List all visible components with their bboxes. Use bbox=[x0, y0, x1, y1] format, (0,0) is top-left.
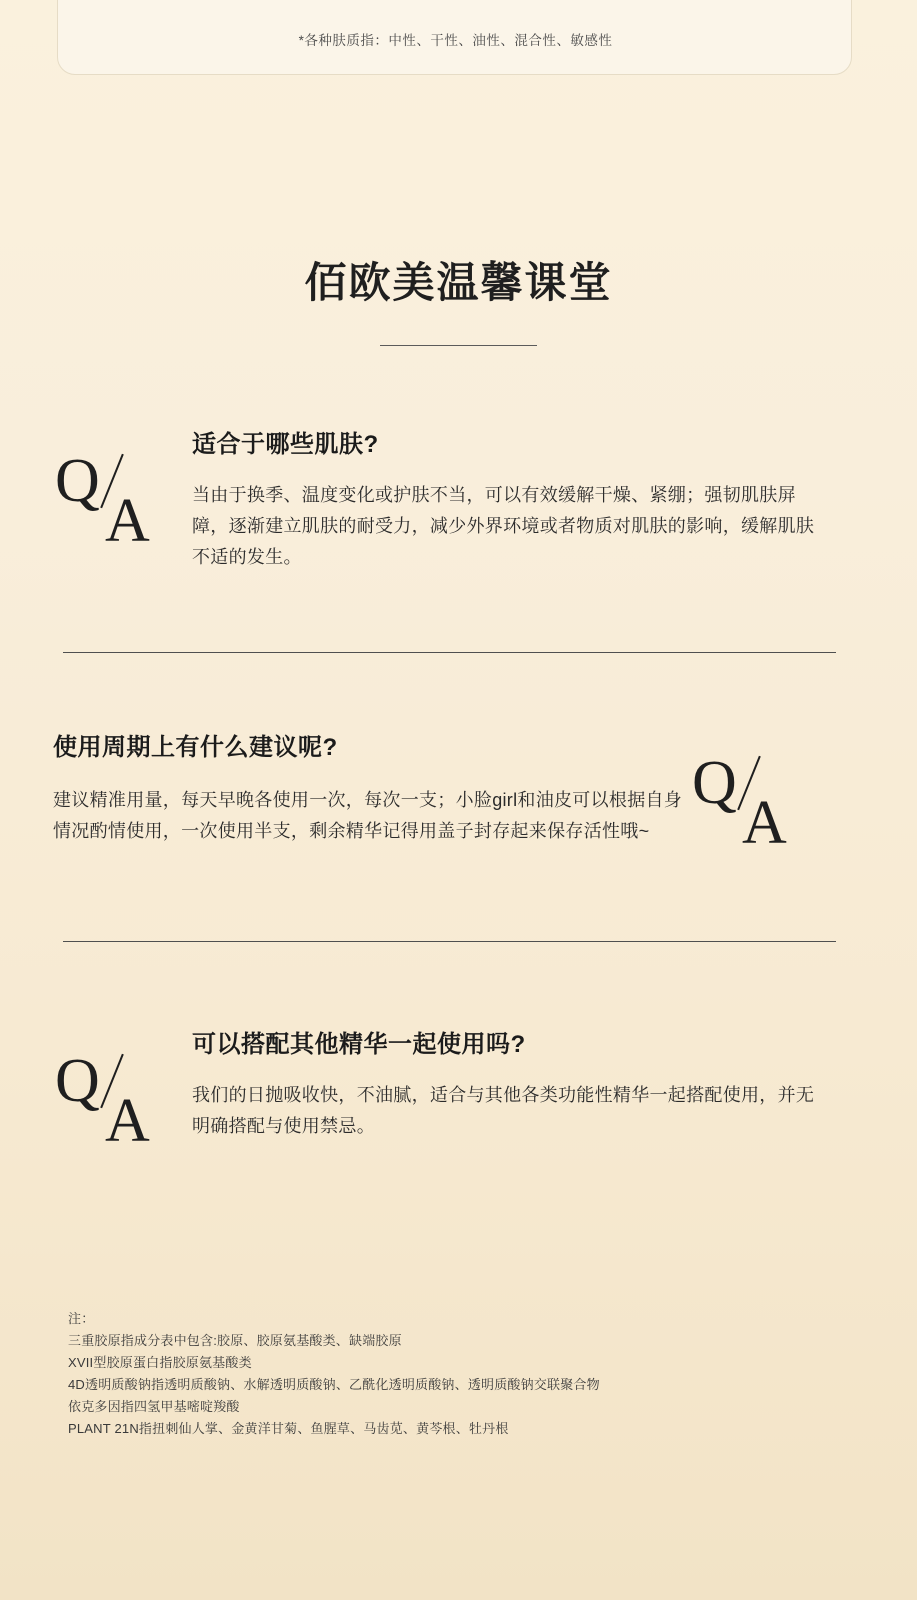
skin-type-note: *各种肤质指：中性、干性、油性、混合性、敏感性 bbox=[298, 33, 613, 48]
qa-question-3: 可以搭配其他精华一起使用吗? bbox=[192, 1031, 526, 1058]
footnote-line: 4D透明质酸钠指透明质酸钠、水解透明质酸钠、乙酰化透明质酸钠、透明质酸钠交联聚合物 bbox=[68, 1377, 600, 1392]
top-info-card bbox=[57, 0, 852, 75]
qa-letter-q: Q bbox=[55, 1047, 100, 1115]
footnote-title: 注： bbox=[68, 1311, 95, 1326]
qa-answer-2: 建议精准用量，每天早晚各使用一次，每次一支；小脸girl和油皮可以根据自身情况酌情使用，一次使用半支，剩余精华记得用盖子封存起来保存活性哦~ bbox=[53, 790, 683, 841]
qa-answer-1: 当由于换季、温度变化或护肤不当，可以有效缓解干燥、紧绷；强韧肌肤屏障，逐渐建立肌肤的耐受力，减少外界环境或者物质对肌肤的影响，缓解肌肤不适的发生。 bbox=[192, 485, 815, 567]
section-divider-2 bbox=[63, 941, 836, 942]
footnote-line: 依克多因指四氢甲基嘧啶羧酸 bbox=[68, 1399, 240, 1414]
qa-question-2: 使用周期上有什么建议呢? bbox=[53, 734, 338, 761]
qa-mark-icon-3 bbox=[55, 1047, 165, 1165]
qa-letter-q: Q bbox=[692, 749, 737, 817]
footnote-line: PLANT 21N指扭刺仙人掌、金黄洋甘菊、鱼腥草、马齿苋、黄芩根、牡丹根 bbox=[68, 1421, 509, 1436]
title-divider bbox=[380, 345, 537, 346]
qa-letter-a: A bbox=[742, 789, 787, 857]
page-title: 佰欧美温馨课堂 bbox=[304, 259, 613, 306]
qa-letter-q: Q bbox=[55, 447, 100, 515]
qa-letter-a: A bbox=[105, 487, 150, 555]
section-divider-1 bbox=[63, 652, 836, 653]
footnotes bbox=[68, 1308, 848, 1440]
qa-answer-3: 我们的日抛吸收快，不油腻，适合与其他各类功能性精华一起搭配使用，并无明确搭配与使用禁忌。 bbox=[192, 1085, 815, 1136]
qa-mark-icon-1 bbox=[55, 447, 165, 565]
footnote-line: XVII型胶原蛋白指胶原氨基酸类 bbox=[68, 1355, 252, 1370]
qa-mark-icon-2 bbox=[692, 749, 802, 867]
footnote-line: 三重胶原指成分表中包含:胶原、胶原氨基酸类、缺端胶原 bbox=[68, 1333, 402, 1348]
qa-letter-a: A bbox=[105, 1087, 150, 1155]
qa-question-1: 适合于哪些肌肤? bbox=[192, 431, 379, 458]
